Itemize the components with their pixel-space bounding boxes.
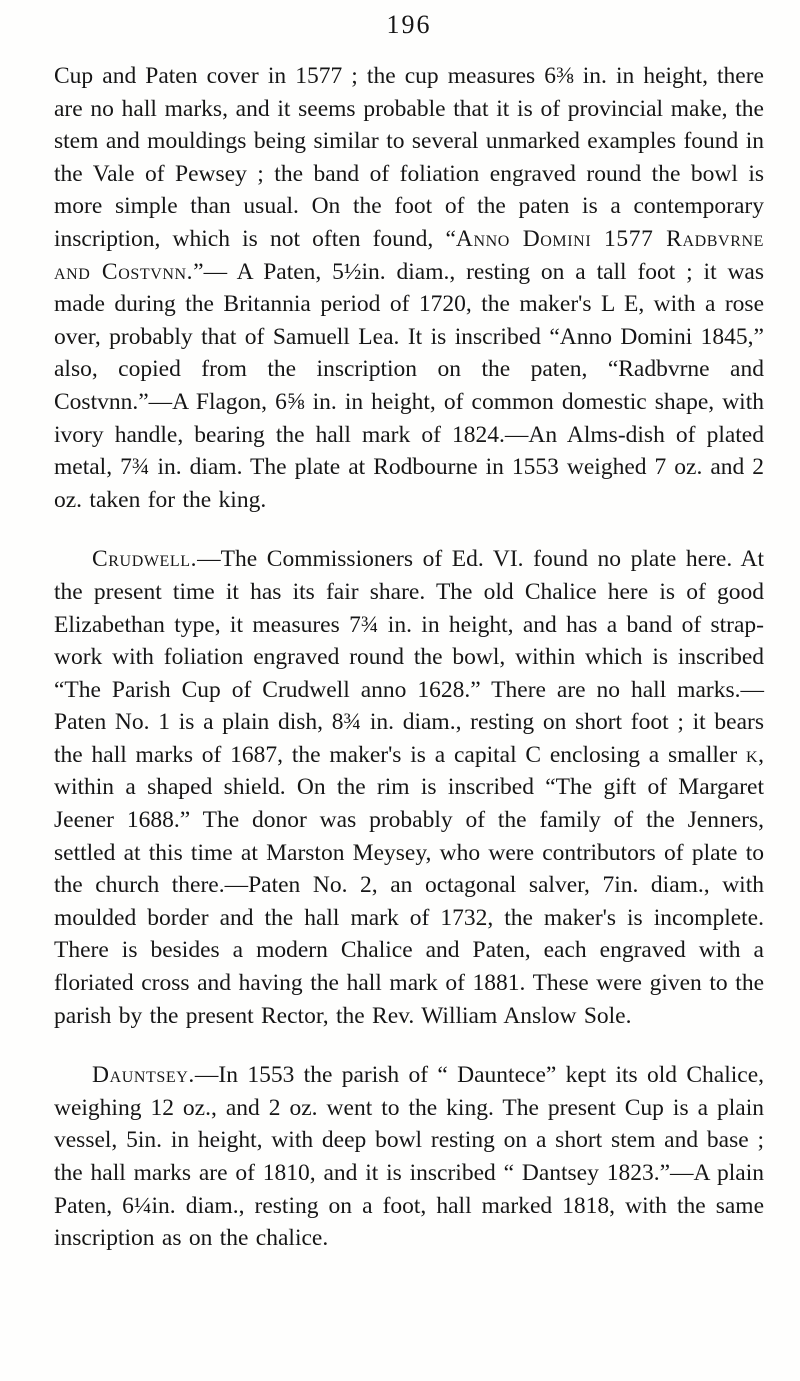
text-segment: —The Commissioners of Ed. VI. found no plate here. At the present time it has its fair share. The old Chalice here is of good Elizabethan type, it measures 7¾ in. in height, and has a band of strap-work with foliation engraved round the bowl, within which is inscribed “The Parish Cup of Crudwell anno 1628.” There are no hall marks.—Paten No. 1 is a plain dish, 8¾ in. diam., resting on short foot ; it bears the hall marks of 1687, the maker's is a capital C enclosing a smaller bbox=[54, 546, 764, 768]
text-segment: Cup and Paten cover in 1577 ; the cup measures 6⅜ in. in height, there are no hall marks, and it seems probable that it is of provincial make, the stem and mouldings being similar to several unmarked examples found in the Vale of Pewsey ; the band of foliation engraved round the bowl is more simple than usual. On the foot of the paten is a contemporary inscription, which is not often found, “ bbox=[54, 63, 764, 252]
text-segment: , within a shaped shield. On the rim is inscribed “The gift of Margaret Jeener 1688.” The donor was probably of the family of the Jenners, settled at this time at Marston Meysey, who were contributors of plate to the church there.—Paten No. 2, an octagonal salver, 7in. diam., with moulded border and the hall mark of 1732, the maker's is incomplete. There is besides a modern Chalice and Paten, each engraved with a floriated cross and having the hall mark of 1881. These were given to the parish by the present Rector, the Rev. William Anslow Sole. bbox=[54, 741, 764, 1029]
page-number: 196 bbox=[386, 10, 432, 39]
small-caps-text: k bbox=[745, 741, 759, 768]
text-segment: ”— A Paten, 5½in. diam., resting on a tall foot ; it was made during the Britannia period of 1720, the maker's L E, with a rose over, probably that of Samuell Lea. It is inscribed “Anno Domini 1845,” also, copied from the inscription on the paten, “Radbvrne and Costvnn.”—A Flagon, 6⅝ in. in height, of common domestic shape, with ivory handle, bearing the hall mark of 1824.—An Alms-dish of plated metal, 7¾ in. diam. The plate at Rodbourne in 1553 weighed 7 oz. and 2 oz. taken for the king. bbox=[54, 258, 764, 513]
small-caps-text: Dauntsey. bbox=[92, 1062, 195, 1089]
small-caps-text: Anno Domini 1577 Radbvrne and Costvnn. bbox=[54, 225, 764, 285]
paragraph bbox=[54, 543, 764, 1032]
text-segment: —In 1553 the parish of “ Dauntece” kept its old Chalice, weighing 12 oz., and 2 oz. went to the king. The present Cup is a plain vessel, 5in. in height, with deep bowl resting on a short stem and base ; the hall marks are of 1810, and it is inscribed “ Dantsey 1823.”—A plain Paten, 6¼in. diam., resting on a foot, hall marked 1818, with the same inscription as on the chalice. bbox=[54, 1062, 764, 1252]
text-body bbox=[54, 60, 764, 1255]
paragraph bbox=[54, 1059, 764, 1255]
paragraph bbox=[54, 60, 764, 516]
small-caps-text: Crudwell. bbox=[92, 546, 198, 573]
